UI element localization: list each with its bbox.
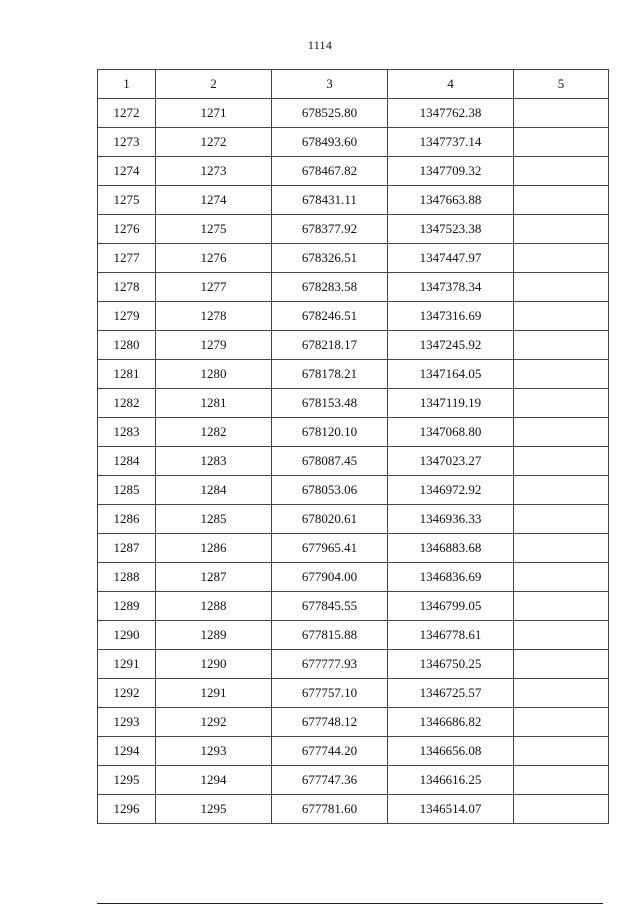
table-body bbox=[98, 99, 609, 824]
table-cell-col-4: 1346883.68 bbox=[388, 534, 514, 563]
table-cell-col-3: 677744.20 bbox=[272, 737, 388, 766]
table-cell-col-1: 1285 bbox=[98, 476, 156, 505]
table-cell-col-4: 1347068.80 bbox=[388, 418, 514, 447]
table-row bbox=[98, 708, 609, 737]
table-cell-col-5 bbox=[514, 244, 609, 273]
table-cell-col-5 bbox=[514, 505, 609, 534]
table-row bbox=[98, 157, 609, 186]
table-cell-col-5 bbox=[514, 360, 609, 389]
table-cell-col-5 bbox=[514, 621, 609, 650]
table-row bbox=[98, 592, 609, 621]
table-cell-col-3: 677777.93 bbox=[272, 650, 388, 679]
table-cell-col-4: 1346616.25 bbox=[388, 766, 514, 795]
table-cell-col-2: 1283 bbox=[156, 447, 272, 476]
table-cell-col-5 bbox=[514, 563, 609, 592]
table-row bbox=[98, 99, 609, 128]
table-cell-col-1: 1278 bbox=[98, 273, 156, 302]
table-cell-col-5 bbox=[514, 766, 609, 795]
table-cell-col-1: 1293 bbox=[98, 708, 156, 737]
table-cell-col-3: 678053.06 bbox=[272, 476, 388, 505]
table-cell-col-5 bbox=[514, 389, 609, 418]
table-cell-col-3: 678326.51 bbox=[272, 244, 388, 273]
table-cell-col-2: 1291 bbox=[156, 679, 272, 708]
table-cell-col-5 bbox=[514, 99, 609, 128]
table-cell-col-4: 1347523.38 bbox=[388, 215, 514, 244]
table-cell-col-3: 678525.80 bbox=[272, 99, 388, 128]
table-row bbox=[98, 215, 609, 244]
table-cell-col-4: 1347447.97 bbox=[388, 244, 514, 273]
table-cell-col-3: 678218.17 bbox=[272, 331, 388, 360]
header-cell-col-1: 1 bbox=[98, 70, 156, 99]
table-cell-col-3: 677748.12 bbox=[272, 708, 388, 737]
table-row bbox=[98, 650, 609, 679]
table-cell-col-1: 1287 bbox=[98, 534, 156, 563]
table-row bbox=[98, 331, 609, 360]
table-row bbox=[98, 244, 609, 273]
table-cell-col-2: 1282 bbox=[156, 418, 272, 447]
table-row bbox=[98, 563, 609, 592]
table-cell-col-4: 1347663.88 bbox=[388, 186, 514, 215]
table-cell-col-3: 677781.60 bbox=[272, 795, 388, 824]
table-cell-col-2: 1273 bbox=[156, 157, 272, 186]
table-cell-col-2: 1271 bbox=[156, 99, 272, 128]
table-cell-col-2: 1289 bbox=[156, 621, 272, 650]
table-cell-col-5 bbox=[514, 795, 609, 824]
table-cell-col-2: 1295 bbox=[156, 795, 272, 824]
table-cell-col-2: 1284 bbox=[156, 476, 272, 505]
table-cell-col-5 bbox=[514, 331, 609, 360]
table-cell-col-2: 1290 bbox=[156, 650, 272, 679]
table-header bbox=[98, 70, 609, 99]
table-cell-col-5 bbox=[514, 708, 609, 737]
table-cell-col-1: 1272 bbox=[98, 99, 156, 128]
table-cell-col-1: 1289 bbox=[98, 592, 156, 621]
table-row bbox=[98, 534, 609, 563]
table-cell-col-5 bbox=[514, 447, 609, 476]
table-cell-col-5 bbox=[514, 650, 609, 679]
table-cell-col-1: 1275 bbox=[98, 186, 156, 215]
table-cell-col-4: 1347023.27 bbox=[388, 447, 514, 476]
table-cell-col-5 bbox=[514, 273, 609, 302]
table-cell-col-1: 1283 bbox=[98, 418, 156, 447]
table-cell-col-3: 678377.92 bbox=[272, 215, 388, 244]
table-cell-col-3: 677845.55 bbox=[272, 592, 388, 621]
table-row bbox=[98, 186, 609, 215]
table-cell-col-2: 1274 bbox=[156, 186, 272, 215]
table-cell-col-1: 1288 bbox=[98, 563, 156, 592]
header-cell-col-2: 2 bbox=[156, 70, 272, 99]
table-cell-col-3: 678283.58 bbox=[272, 273, 388, 302]
table-cell-col-4: 1346656.08 bbox=[388, 737, 514, 766]
table-cell-col-4: 1347245.92 bbox=[388, 331, 514, 360]
table-cell-col-3: 678153.48 bbox=[272, 389, 388, 418]
table-cell-col-3: 678246.51 bbox=[272, 302, 388, 331]
table-cell-col-2: 1277 bbox=[156, 273, 272, 302]
table-cell-col-4: 1346936.33 bbox=[388, 505, 514, 534]
table-cell-col-1: 1291 bbox=[98, 650, 156, 679]
header-cell-col-5: 5 bbox=[514, 70, 609, 99]
table-cell-col-2: 1285 bbox=[156, 505, 272, 534]
table-cell-col-3: 678493.60 bbox=[272, 128, 388, 157]
table-row bbox=[98, 621, 609, 650]
table-cell-col-2: 1280 bbox=[156, 360, 272, 389]
table-cell-col-2: 1288 bbox=[156, 592, 272, 621]
table-cell-col-2: 1286 bbox=[156, 534, 272, 563]
table-cell-col-1: 1282 bbox=[98, 389, 156, 418]
table-cell-col-4: 1347378.34 bbox=[388, 273, 514, 302]
table-cell-col-4: 1346972.92 bbox=[388, 476, 514, 505]
table-row bbox=[98, 128, 609, 157]
table-cell-col-1: 1279 bbox=[98, 302, 156, 331]
table-cell-col-4: 1347709.32 bbox=[388, 157, 514, 186]
table-cell-col-5 bbox=[514, 186, 609, 215]
table-cell-col-4: 1347164.05 bbox=[388, 360, 514, 389]
footer-rule bbox=[97, 903, 603, 904]
table-row bbox=[98, 766, 609, 795]
table-cell-col-2: 1294 bbox=[156, 766, 272, 795]
table-cell-col-5 bbox=[514, 679, 609, 708]
table-cell-col-2: 1293 bbox=[156, 737, 272, 766]
table-cell-col-1: 1277 bbox=[98, 244, 156, 273]
table-cell-col-5 bbox=[514, 215, 609, 244]
table-row bbox=[98, 476, 609, 505]
table-cell-col-1: 1280 bbox=[98, 331, 156, 360]
table-cell-col-1: 1274 bbox=[98, 157, 156, 186]
table-cell-col-1: 1284 bbox=[98, 447, 156, 476]
table-cell-col-2: 1276 bbox=[156, 244, 272, 273]
table-cell-col-2: 1275 bbox=[156, 215, 272, 244]
table-cell-col-4: 1347762.38 bbox=[388, 99, 514, 128]
table-cell-col-1: 1281 bbox=[98, 360, 156, 389]
table-cell-col-4: 1346750.25 bbox=[388, 650, 514, 679]
table-cell-col-5 bbox=[514, 737, 609, 766]
table-cell-col-3: 678020.61 bbox=[272, 505, 388, 534]
table-row bbox=[98, 302, 609, 331]
header-cell-col-3: 3 bbox=[272, 70, 388, 99]
table-cell-col-5 bbox=[514, 534, 609, 563]
table-cell-col-1: 1292 bbox=[98, 679, 156, 708]
table-cell-col-2: 1292 bbox=[156, 708, 272, 737]
table-cell-col-1: 1290 bbox=[98, 621, 156, 650]
table-cell-col-3: 678087.45 bbox=[272, 447, 388, 476]
table-cell-col-1: 1276 bbox=[98, 215, 156, 244]
table-cell-col-3: 677904.00 bbox=[272, 563, 388, 592]
table-cell-col-2: 1279 bbox=[156, 331, 272, 360]
table-cell-col-4: 1346836.69 bbox=[388, 563, 514, 592]
table-row bbox=[98, 273, 609, 302]
table-row bbox=[98, 505, 609, 534]
table-cell-col-3: 677815.88 bbox=[272, 621, 388, 650]
table-row bbox=[98, 418, 609, 447]
table-cell-col-4: 1346799.05 bbox=[388, 592, 514, 621]
table-cell-col-2: 1281 bbox=[156, 389, 272, 418]
table-cell-col-5 bbox=[514, 476, 609, 505]
table-cell-col-4: 1346778.61 bbox=[388, 621, 514, 650]
coordinates-table bbox=[97, 69, 609, 824]
table-cell-col-5 bbox=[514, 418, 609, 447]
table-cell-col-2: 1278 bbox=[156, 302, 272, 331]
page-number: 1114 bbox=[307, 38, 333, 52]
table-cell-col-4: 1346686.82 bbox=[388, 708, 514, 737]
table-cell-col-4: 1346725.57 bbox=[388, 679, 514, 708]
table-cell-col-5 bbox=[514, 128, 609, 157]
table-cell-col-3: 678178.21 bbox=[272, 360, 388, 389]
table-cell-col-1: 1296 bbox=[98, 795, 156, 824]
table-cell-col-1: 1295 bbox=[98, 766, 156, 795]
header-cell-col-4: 4 bbox=[388, 70, 514, 99]
table-cell-col-1: 1286 bbox=[98, 505, 156, 534]
table-row bbox=[98, 447, 609, 476]
table-cell-col-5 bbox=[514, 302, 609, 331]
table-cell-col-4: 1347119.19 bbox=[388, 389, 514, 418]
table-cell-col-5 bbox=[514, 592, 609, 621]
table-row bbox=[98, 360, 609, 389]
table-cell-col-3: 677747.36 bbox=[272, 766, 388, 795]
table-cell-col-3: 678120.10 bbox=[272, 418, 388, 447]
table-cell-col-3: 677757.10 bbox=[272, 679, 388, 708]
table-cell-col-5 bbox=[514, 157, 609, 186]
table-row bbox=[98, 389, 609, 418]
table-cell-col-1: 1273 bbox=[98, 128, 156, 157]
header-row bbox=[98, 70, 609, 99]
table-row bbox=[98, 679, 609, 708]
table-cell-col-1: 1294 bbox=[98, 737, 156, 766]
table-cell-col-2: 1287 bbox=[156, 563, 272, 592]
table-cell-col-4: 1347737.14 bbox=[388, 128, 514, 157]
table-cell-col-2: 1272 bbox=[156, 128, 272, 157]
table-row bbox=[98, 795, 609, 824]
table-row bbox=[98, 737, 609, 766]
table-cell-col-4: 1347316.69 bbox=[388, 302, 514, 331]
table-cell-col-3: 678431.11 bbox=[272, 186, 388, 215]
table-cell-col-3: 677965.41 bbox=[272, 534, 388, 563]
table-cell-col-4: 1346514.07 bbox=[388, 795, 514, 824]
table-cell-col-3: 678467.82 bbox=[272, 157, 388, 186]
